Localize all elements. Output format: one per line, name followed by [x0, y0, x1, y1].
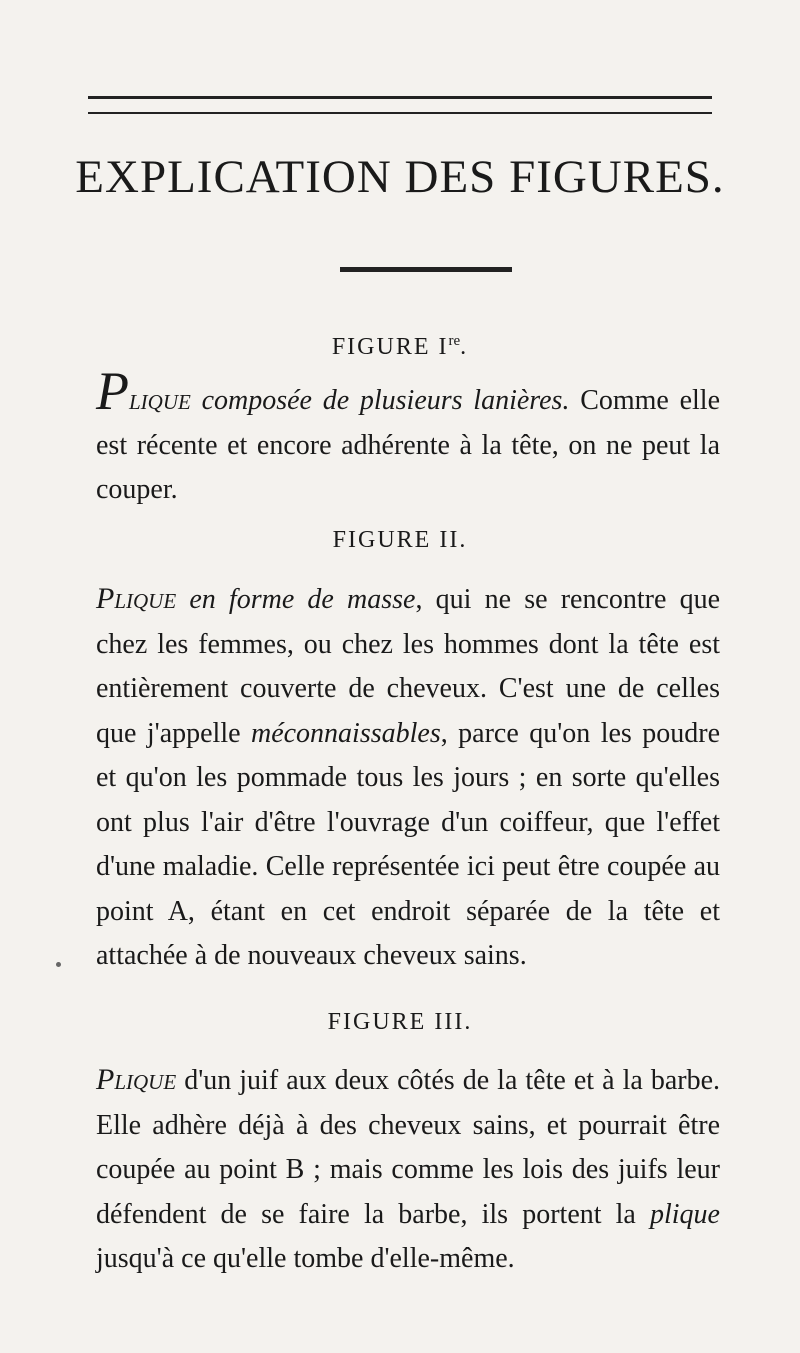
top-rule-thin — [88, 112, 712, 114]
margin-mark — [56, 962, 61, 967]
figure-1-lead-desc: composée de plusieurs lanières. — [190, 385, 570, 416]
figure-2-heading: FIGURE II. — [332, 527, 468, 553]
figure-1-text: Comme elle est récente et encore adhérente à la tête, on ne peut la couper. — [96, 385, 720, 505]
figure-1-heading-text: FIGURE I — [331, 334, 449, 360]
figure-3-description — [96, 1058, 720, 1282]
figure-3-text-1: d'un juif aux deux côtés de la tête et à la barbe. Elle adhère déjà à des cheveux sains, et pourrait être coupée au point B ; mais comme les lois des juifs leur défendent de se faire la barbe, ils portent la — [96, 1065, 720, 1230]
figure-3-heading: FIGURE III. — [327, 1009, 473, 1035]
figure-3-lead: Plique — [96, 1063, 177, 1096]
title-rule — [340, 267, 512, 272]
figure-2-emphasis: méconnaissables — [250, 717, 441, 749]
figure-2-lead-desc: en forme de masse — [176, 584, 416, 615]
page-title: EXPLICATION DES FIGURES. — [75, 151, 725, 203]
figure-2-text-2: , parce qu'on les poudre et qu'on les pommade tous les jours ; en sorte qu'elles ont plus l'air d'être l'ouvrage d'un coiffeur, que l'effet d'une maladie. Celle représentée ici peut être coupée au point A, étant en cet endroit séparée de la tête et attachée à de nouveaux cheveux sains. — [96, 717, 720, 971]
figure-1-heading-suffix: . — [460, 334, 469, 360]
figure-1-heading-sup: re — [448, 333, 461, 349]
figure-1-lead-rest: lique — [129, 383, 191, 416]
figure-2-description — [96, 577, 720, 979]
figure-2-lead: Plique — [96, 582, 177, 615]
top-rule — [88, 96, 712, 99]
figure-1-description — [96, 361, 720, 513]
figure-3-text-2: jusqu'à ce qu'elle tombe d'elle-même. — [96, 1243, 515, 1274]
figure-3-emphasis: plique — [650, 1198, 720, 1230]
figure-1-lead-initial: P — [96, 361, 129, 421]
figure-1-heading — [0, 333, 800, 361]
figure-2-text-1: , qui ne se rencontre que chez les femmes, ou chez les hommes dont la tête est entièrement couverte de cheveux. C'est une de celles que j'appelle — [96, 584, 720, 749]
figure-1-lead — [96, 361, 191, 421]
